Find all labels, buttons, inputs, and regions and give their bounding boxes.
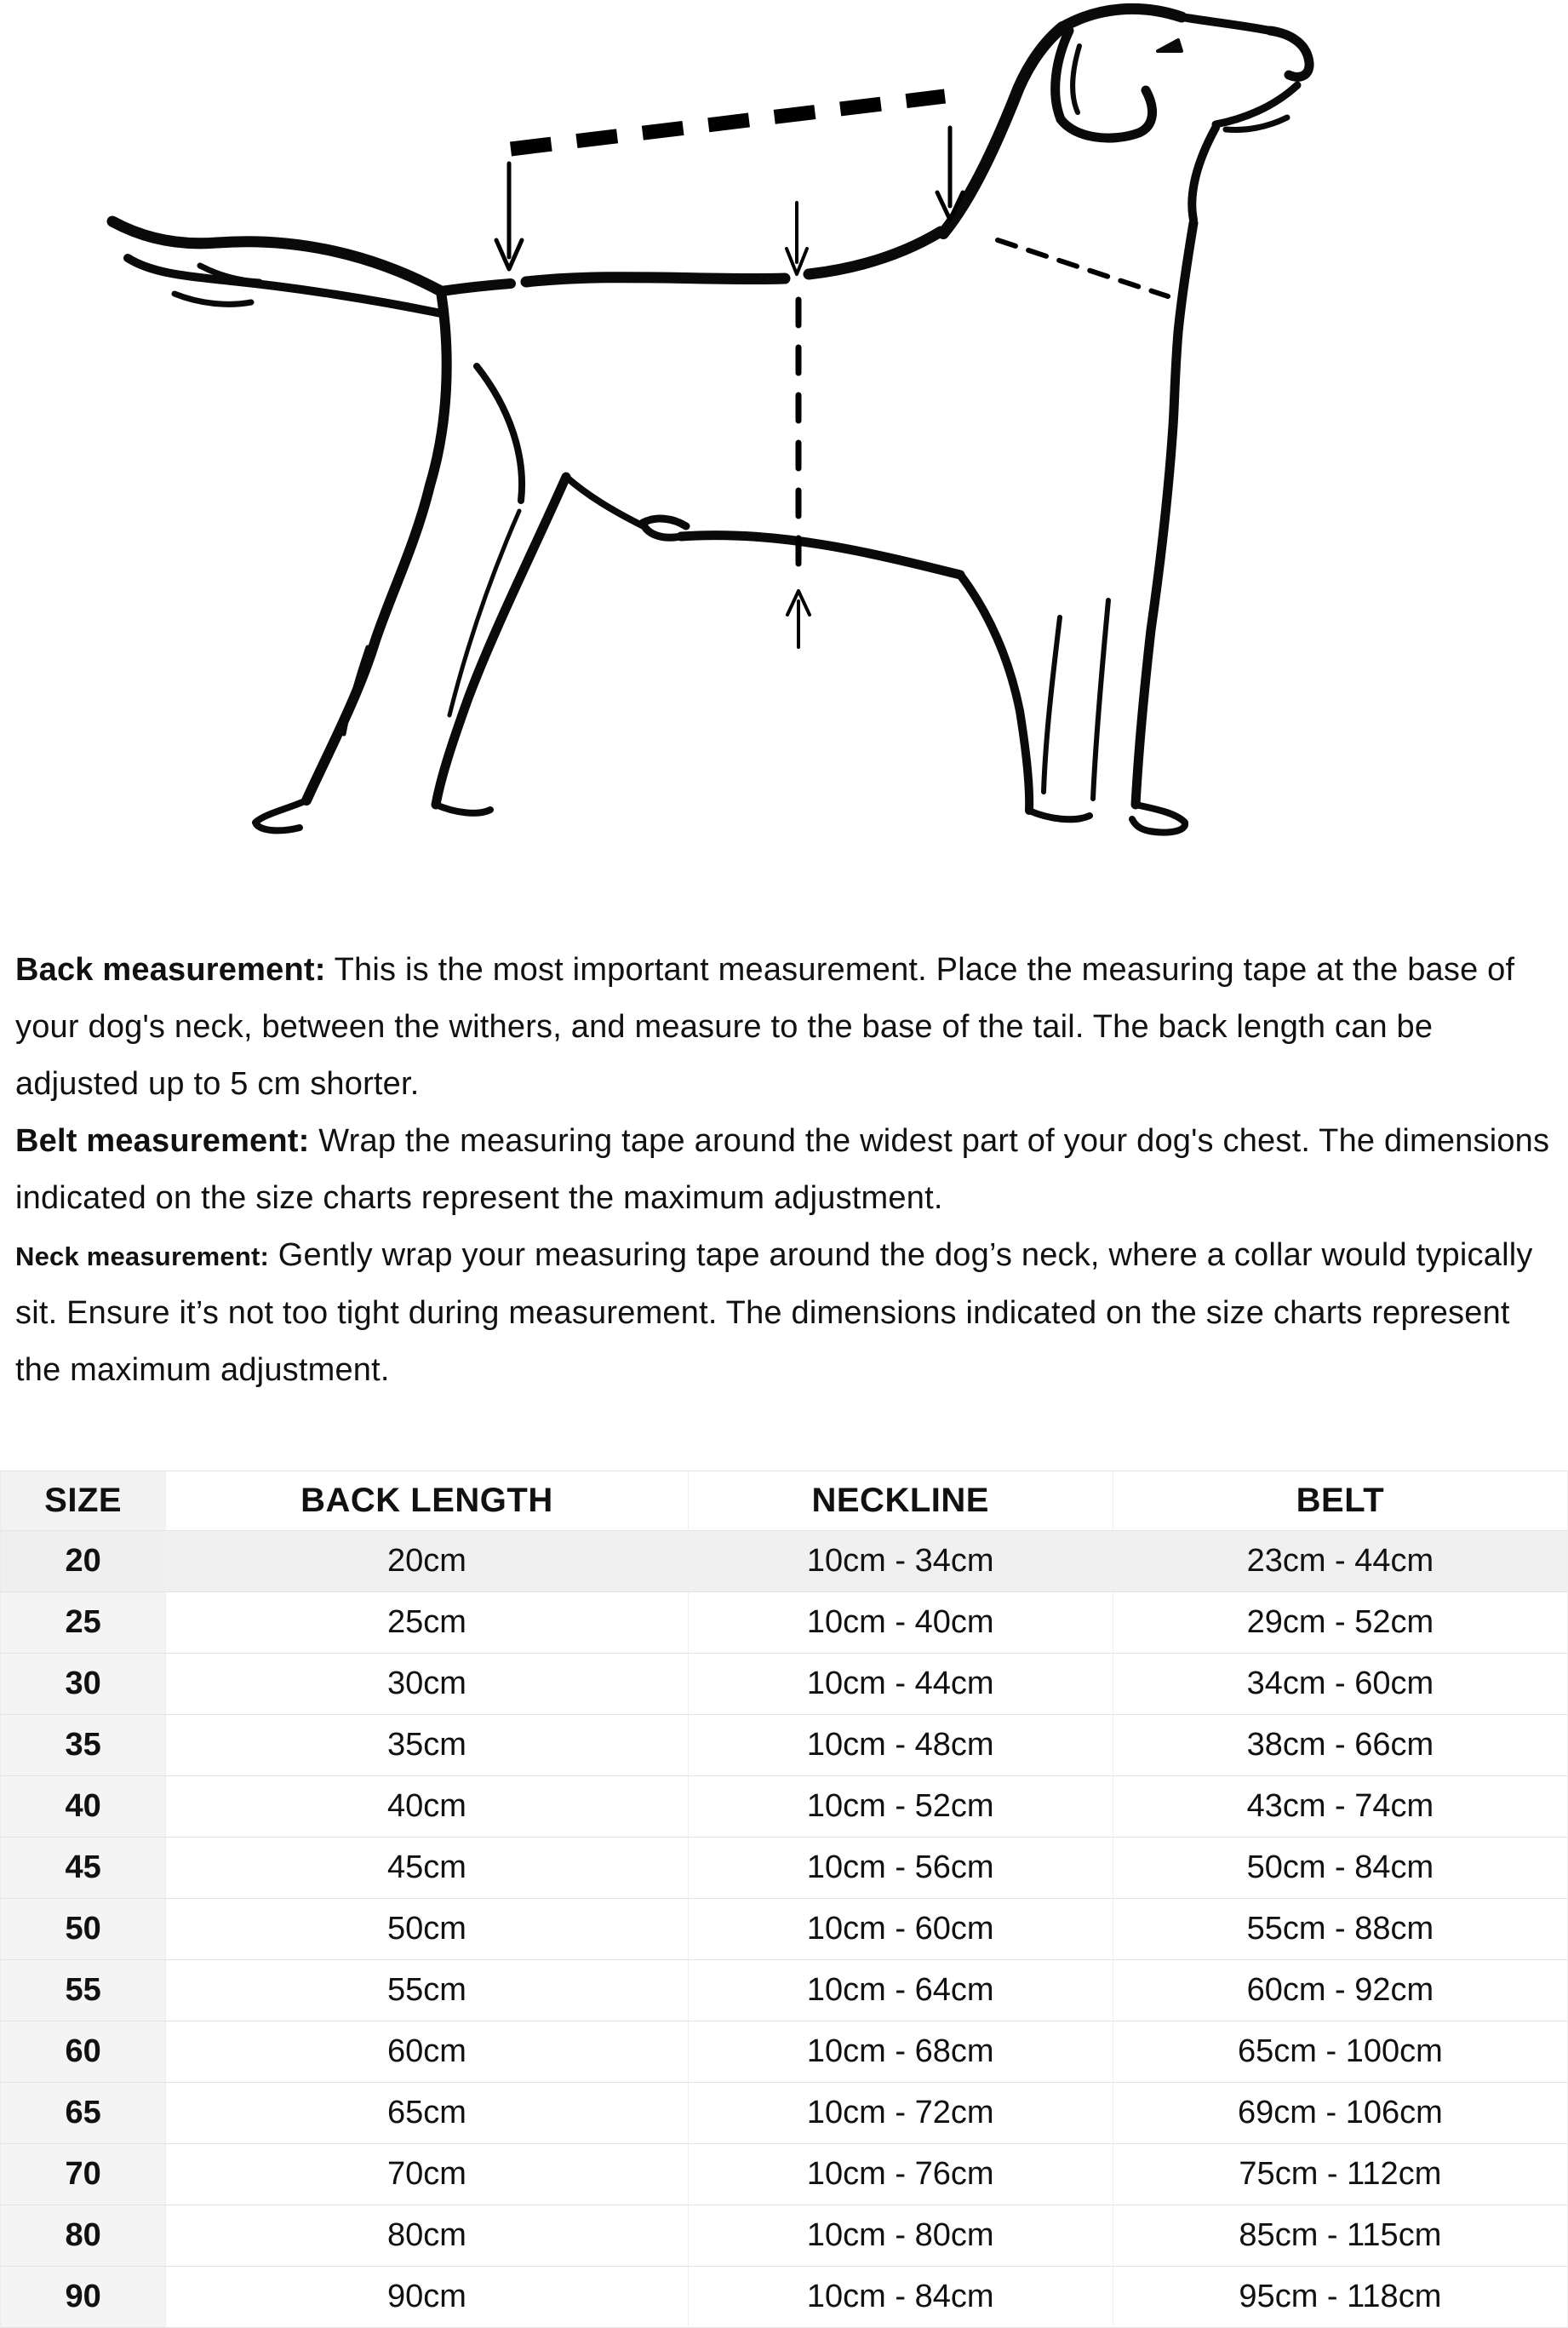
- cell-back-length: 35cm: [166, 1715, 688, 1776]
- cell-back-length: 30cm: [166, 1654, 688, 1715]
- dog-throat-line: [1173, 223, 1193, 426]
- cell-size: 70: [0, 2144, 166, 2205]
- dog-tail: [112, 221, 441, 313]
- back-measurement-paragraph: [15, 942, 1553, 1113]
- belt-measurement-paragraph: [15, 1113, 1553, 1227]
- back-length-dashed-line: [511, 96, 945, 149]
- column-header-belt: BELT: [1113, 1471, 1568, 1531]
- cell-back-length: 70cm: [166, 2144, 688, 2205]
- table-row: [0, 1592, 1568, 1654]
- cell-back-length: 55cm: [166, 1960, 688, 2021]
- cell-neckline: 10cm - 68cm: [689, 2021, 1113, 2083]
- size-chart-table: [0, 1471, 1568, 2328]
- cell-belt: 50cm - 84cm: [1113, 1838, 1568, 1899]
- cell-belt: 23cm - 44cm: [1113, 1531, 1568, 1592]
- up-arrow-chest: [787, 591, 810, 647]
- cell-belt: 55cm - 88cm: [1113, 1899, 1568, 1960]
- cell-neckline: 10cm - 80cm: [689, 2205, 1113, 2267]
- cell-neckline: 10cm - 48cm: [689, 1715, 1113, 1776]
- cell-belt: 95cm - 118cm: [1113, 2267, 1568, 2328]
- table-row: [0, 1838, 1568, 1899]
- cell-neckline: 10cm - 64cm: [689, 1960, 1113, 2021]
- cell-back-length: 25cm: [166, 1592, 688, 1654]
- cell-back-length: 90cm: [166, 2267, 688, 2328]
- cell-size: 65: [0, 2083, 166, 2144]
- table-row: [0, 1899, 1568, 1960]
- cell-size: 20: [0, 1531, 166, 1592]
- cell-neckline: 10cm - 56cm: [689, 1838, 1113, 1899]
- cell-back-length: 60cm: [166, 2021, 688, 2083]
- neck-measurement-text: Gently wrap your measuring tape around the dog’s neck, where a collar would typically sit. Ensure it’s not too tight during measurement. The dimensions indicated on the size charts represent the maximum adjustment.: [15, 1237, 1533, 1388]
- cell-back-length: 50cm: [166, 1899, 688, 1960]
- cell-back-length: 40cm: [166, 1776, 688, 1838]
- cell-back-length: 45cm: [166, 1838, 688, 1899]
- dog-illustration: [0, 0, 1568, 903]
- column-header-size: SIZE: [0, 1471, 166, 1531]
- column-header-neckline: NECKLINE: [689, 1471, 1113, 1531]
- dog-back-line: [441, 232, 941, 291]
- cell-neckline: 10cm - 72cm: [689, 2083, 1113, 2144]
- cell-belt: 85cm - 115cm: [1113, 2205, 1568, 2267]
- neck-dashed-line: [998, 240, 1168, 296]
- cell-neckline: 10cm - 52cm: [689, 1776, 1113, 1838]
- cell-size: 45: [0, 1838, 166, 1899]
- cell-back-length: 80cm: [166, 2205, 688, 2267]
- neck-measurement-paragraph: [15, 1227, 1553, 1399]
- cell-neckline: 10cm - 44cm: [689, 1654, 1113, 1715]
- cell-size: 55: [0, 1960, 166, 2021]
- cell-belt: 34cm - 60cm: [1113, 1654, 1568, 1715]
- table-row: [0, 1531, 1568, 1592]
- cell-size: 90: [0, 2267, 166, 2328]
- cell-neckline: 10cm - 60cm: [689, 1899, 1113, 1960]
- belt-measurement-text: Wrap the measuring tape around the widest part of your dog's chest. The dimensions indicated on the size charts represent the maximum adjustment.: [15, 1123, 1550, 1216]
- table-row: [0, 2021, 1568, 2083]
- table-row: [0, 2267, 1568, 2328]
- table-row: [0, 1776, 1568, 1838]
- table-row: [0, 2083, 1568, 2144]
- neck-measurement-label: Neck measurement:: [15, 1241, 270, 1271]
- belt-measurement-label: Belt measurement:: [15, 1123, 310, 1159]
- table-row: [0, 2205, 1568, 2267]
- cell-belt: 65cm - 100cm: [1113, 2021, 1568, 2083]
- table-row: [0, 2144, 1568, 2205]
- dog-eye: [1158, 40, 1182, 51]
- dog-head: [943, 9, 1309, 233]
- measurement-instructions: [0, 942, 1568, 1399]
- cell-belt: 75cm - 112cm: [1113, 2144, 1568, 2205]
- cell-back-length: 20cm: [166, 1531, 688, 1592]
- cell-back-length: 65cm: [166, 2083, 688, 2144]
- dog-front-legs: [960, 426, 1185, 833]
- dog-belly-line: [566, 477, 960, 575]
- table-row: [0, 1715, 1568, 1776]
- column-header-back-length: BACK LENGTH: [166, 1471, 688, 1531]
- cell-size: 80: [0, 2205, 166, 2267]
- back-measurement-text: This is the most important measurement. Place the measuring tape at the base of your dog's neck, between the withers, and measure to the base of the tail. The back length can be adjusted up to 5 cm shorter.: [15, 952, 1515, 1102]
- cell-size: 35: [0, 1715, 166, 1776]
- down-arrow-tail: [496, 163, 522, 269]
- table-row: [0, 1654, 1568, 1715]
- cell-size: 60: [0, 2021, 166, 2083]
- cell-belt: 38cm - 66cm: [1113, 1715, 1568, 1776]
- cell-neckline: 10cm - 34cm: [689, 1531, 1113, 1592]
- back-measurement-label: Back measurement:: [15, 952, 326, 988]
- cell-belt: 60cm - 92cm: [1113, 1960, 1568, 2021]
- down-arrow-middle: [787, 203, 807, 274]
- cell-belt: 43cm - 74cm: [1113, 1776, 1568, 1838]
- cell-size: 25: [0, 1592, 166, 1654]
- dog-hind-legs: [255, 291, 566, 830]
- cell-belt: 29cm - 52cm: [1113, 1592, 1568, 1654]
- size-table-body: [0, 1531, 1568, 2328]
- dog-ear: [1056, 31, 1153, 138]
- cell-neckline: 10cm - 84cm: [689, 2267, 1113, 2328]
- cell-size: 30: [0, 1654, 166, 1715]
- cell-neckline: 10cm - 76cm: [689, 2144, 1113, 2205]
- cell-size: 50: [0, 1899, 166, 1960]
- cell-size: 40: [0, 1776, 166, 1838]
- table-header-row: [0, 1471, 1568, 1531]
- cell-neckline: 10cm - 40cm: [689, 1592, 1113, 1654]
- dog-measurement-diagram: [0, 0, 1568, 903]
- cell-belt: 69cm - 106cm: [1113, 2083, 1568, 2144]
- table-row: [0, 1960, 1568, 2021]
